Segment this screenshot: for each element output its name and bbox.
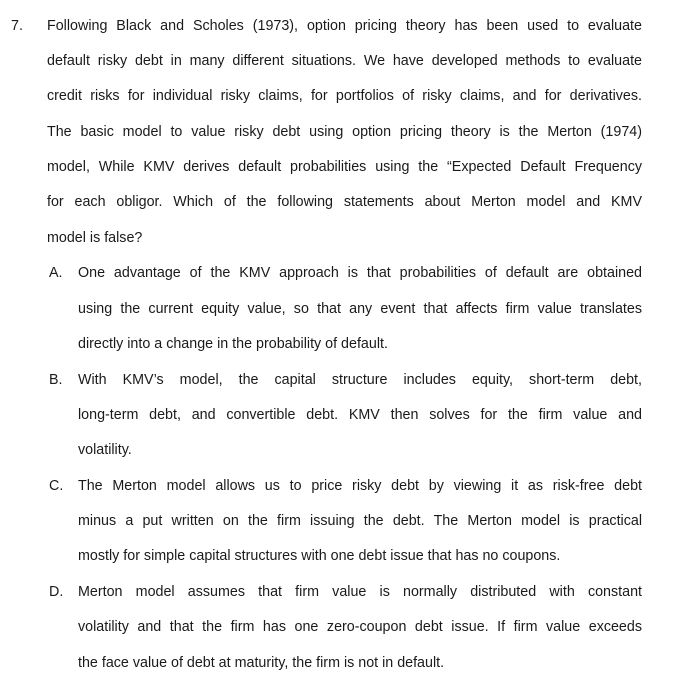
question-line: credit risks for individual risky claims, for portfolios of risky claims, and for derivatives. xyxy=(47,88,642,104)
question-line: default risky debt in many different situations. We have developed methods to evaluate xyxy=(47,53,642,69)
option-line: using the current equity value, so that any event that affects firm value translates xyxy=(78,301,642,317)
option-line: long-term debt, and convertible debt. KMV then solves for the firm value and xyxy=(78,407,642,423)
option-line: With KMV’s model, the capital structure includes equity, short-term debt, xyxy=(78,372,642,388)
option-line: volatility. xyxy=(78,442,132,458)
option-line: directly into a change in the probability of default. xyxy=(78,336,388,352)
option-line: the face value of debt at maturity, the firm is not in default. xyxy=(78,655,445,671)
question-line: model is false? xyxy=(47,230,143,246)
option-letter: B. xyxy=(49,372,63,388)
question-line: Following Black and Scholes (1973), option pricing theory has been used to evaluate xyxy=(47,18,642,34)
question-line: model, While KMV derives default probabilities using the “Expected Default Frequency xyxy=(47,159,642,175)
question-line: The basic model to value risky debt using option pricing theory is the Merton (1974) xyxy=(47,124,642,140)
option-line: The Merton model allows us to price risky debt by viewing it as risk-free debt xyxy=(78,478,642,494)
option-line: Merton model assumes that firm value is normally distributed with constant xyxy=(78,584,642,600)
option-line: minus a put written on the firm issuing the debt. The Merton model is practical xyxy=(78,513,642,529)
question-line: for each obligor. Which of the following statements about Merton model and KMV xyxy=(47,194,642,210)
option-line: One advantage of the KMV approach is that probabilities of default are obtained xyxy=(78,265,642,281)
option-letter: A. xyxy=(49,265,63,281)
option-letter: D. xyxy=(49,584,64,600)
question-number: 7. xyxy=(11,18,23,34)
option-line: volatility and that the firm has one zero-coupon debt issue. If firm value exceeds xyxy=(78,619,642,635)
option-letter: C. xyxy=(49,478,64,494)
option-line: mostly for simple capital structures with one debt issue that has no coupons. xyxy=(78,548,561,564)
